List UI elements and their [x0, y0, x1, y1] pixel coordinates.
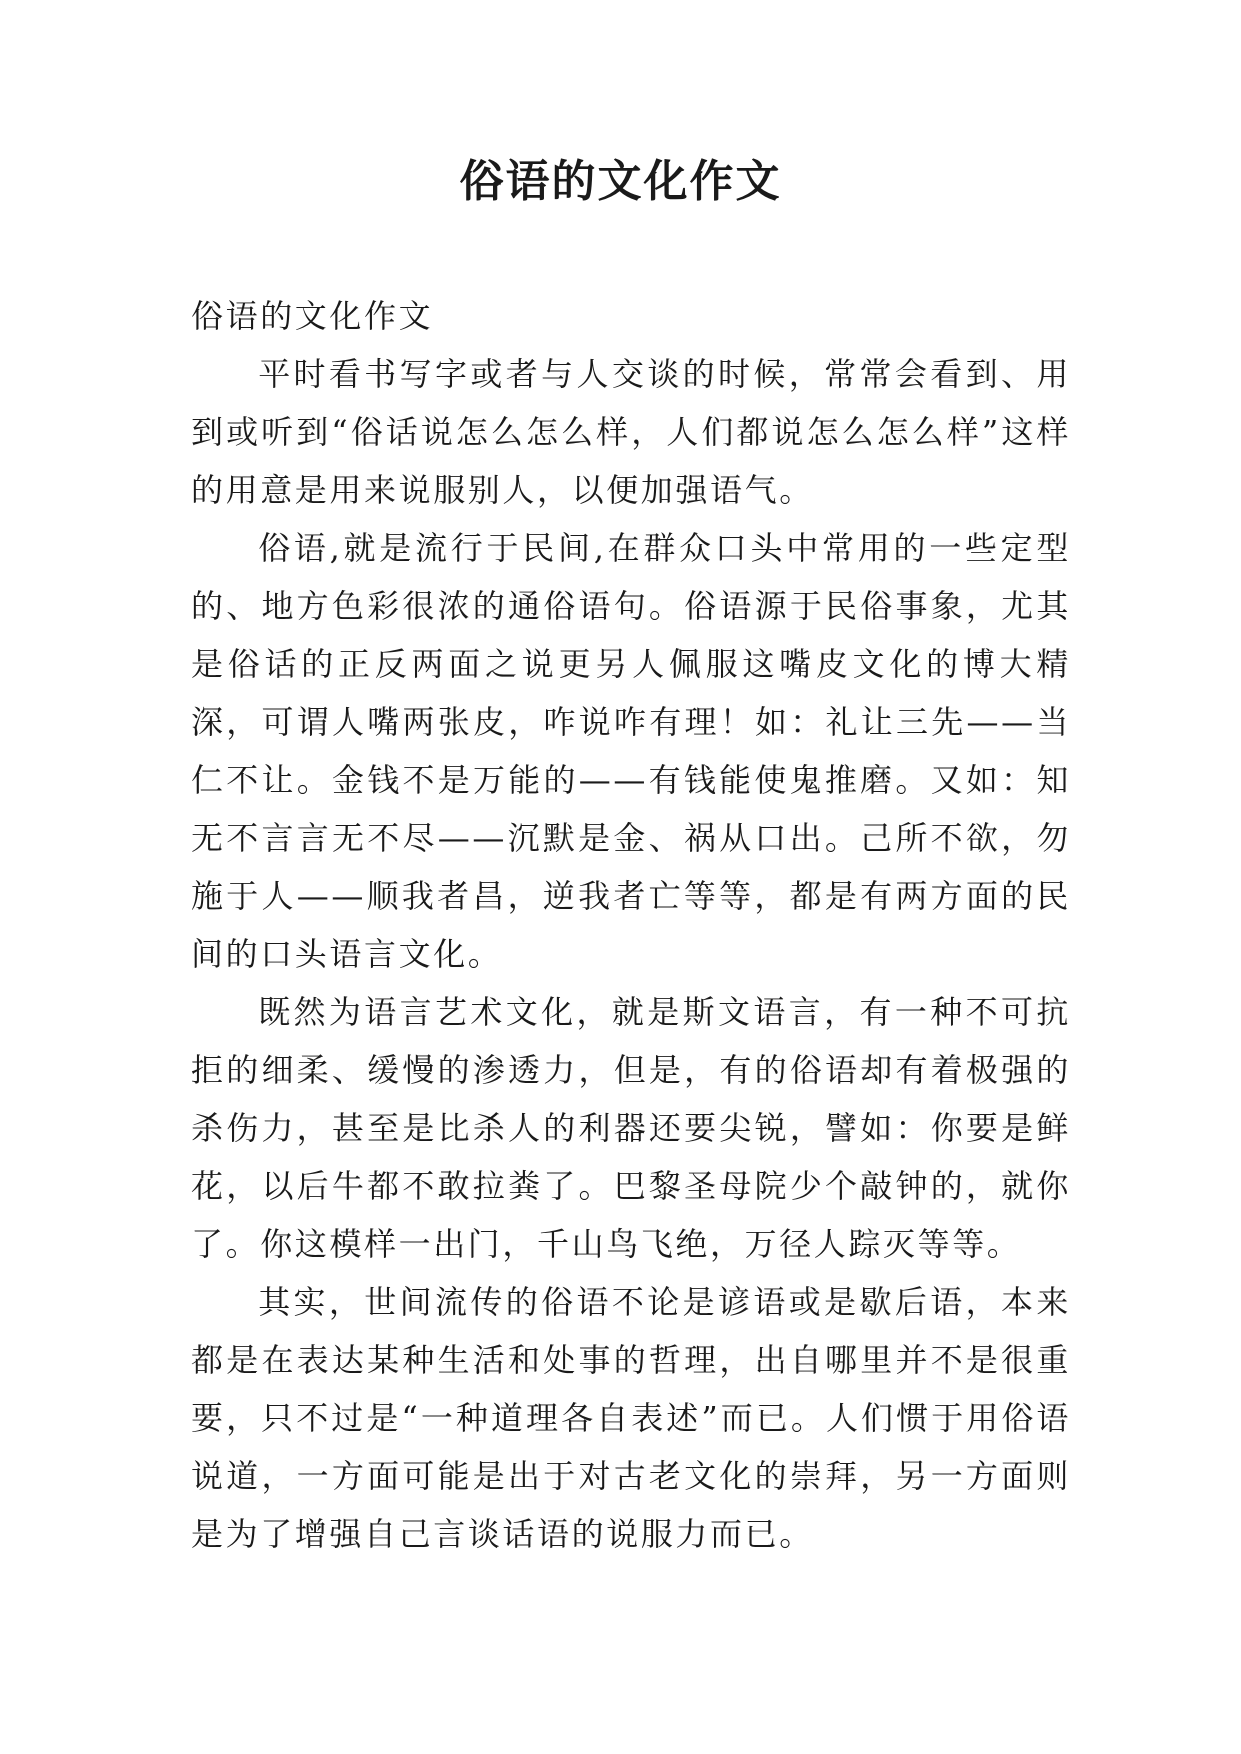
document-title: 俗语的文化作文 — [459, 156, 782, 207]
document-body — [191, 287, 1071, 1563]
paragraph-2: 俗语,就是流行于民间,在群众口头中常用的一些定型的、地方色彩很浓的通俗语句。俗语源于民俗事象，尤其是俗话的正反两面之说更另人佩服这嘴皮文化的博大精深，可谓人嘴两张皮，咋说咋有理！如：礼让三先——当仁不让。金钱不是万能的——有钱能使鬼推磨。又如：知无不言言无不尽——沉默是金、祸从口出。己所不欲，勿施于人——顺我者昌，逆我者亡等等，都是有两方面的民间的口头语言文化。 — [191, 529, 1071, 973]
paragraph-4: 其实，世间流传的俗语不论是谚语或是歇后语，本来都是在表达某种生活和处事的哲理，出自哪里并不是很重要，只不过是“一种道理各自表述”而已。人们惯于用俗语说道，一方面可能是出于对古老文化的崇拜，另一方面则是为了增强自己言谈话语的说服力而已。 — [191, 1283, 1071, 1553]
paragraph-1: 平时看书写字或者与人交谈的时候，常常会看到、用到或听到“俗话说怎么怎么样，人们都说怎么怎么样”这样的用意是用来说服别人，以便加强语气。 — [191, 355, 1071, 509]
paragraph-3: 既然为语言艺术文化，就是斯文语言，有一种不可抗拒的细柔、缓慢的渗透力，但是，有的俗语却有着极强的杀伤力，甚至是比杀人的利器还要尖锐，譬如：你要是鲜花，以后牛都不敢拉粪了。巴黎圣母院少个敲钟的，就你了。你这模样一出门，千山鸟飞绝，万径人踪灭等等。 — [191, 993, 1071, 1263]
document-subtitle: 俗语的文化作文 — [191, 297, 434, 335]
